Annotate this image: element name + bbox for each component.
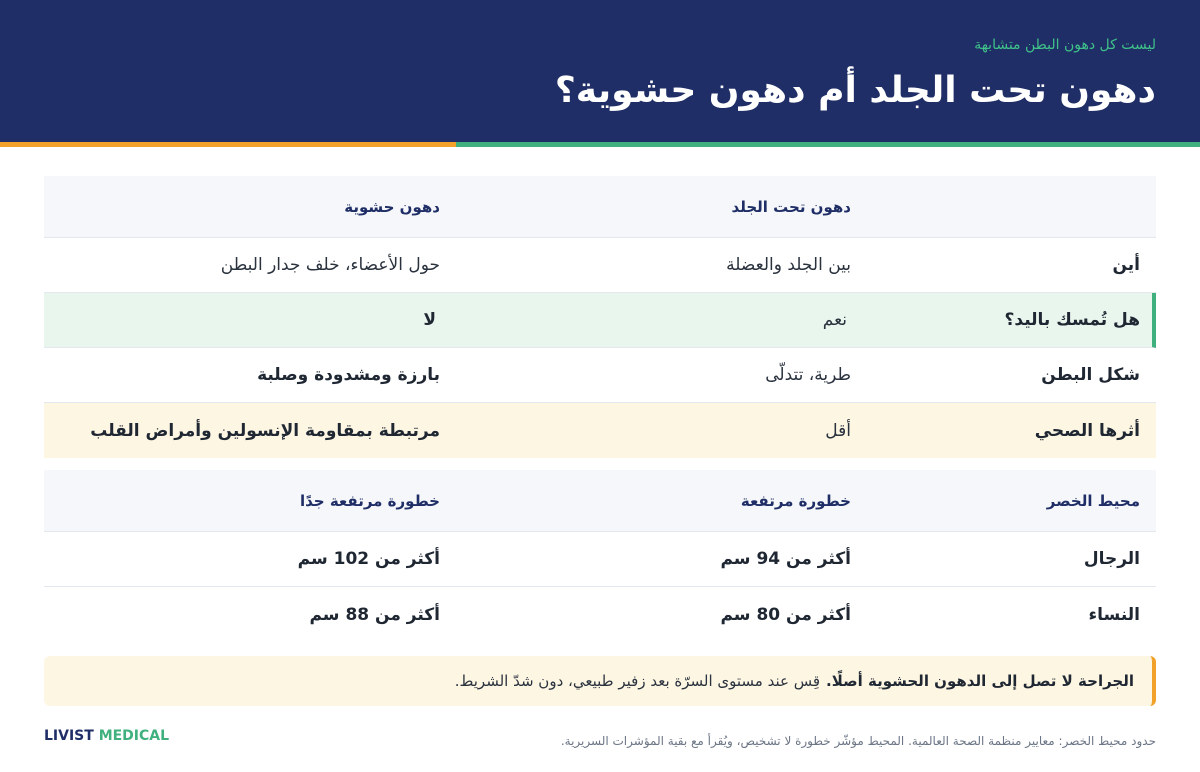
comparison-row-health-impact: [44, 403, 1156, 458]
high-risk-value: أكثر من 80 سم: [720, 604, 851, 625]
subcutaneous-value: أقل: [825, 420, 851, 441]
accent-bar-green: [456, 142, 1200, 147]
subcutaneous-value: طرية، تتدلّى: [765, 365, 851, 385]
waist-header-very-high: خطورة مرتفعة جدًا: [300, 491, 440, 510]
page-header: [0, 0, 1200, 142]
comparison-header-row: [44, 176, 1156, 238]
waist-header-high: خطورة مرتفعة: [740, 491, 851, 510]
comparison-header-visceral: دهون حشوية: [344, 197, 440, 216]
visceral-value: مرتبطة بمقاومة الإنسولين وأمراض القلب: [90, 420, 440, 441]
row-label: الرجال: [1083, 549, 1140, 569]
visceral-value: حول الأعضاء، خلف جدار البطن: [220, 255, 440, 275]
callout-note: [44, 656, 1156, 706]
high-risk-value: أكثر من 94 سم: [720, 549, 851, 569]
comparison-row-location: [44, 238, 1156, 293]
comparison-row-belly-shape: [44, 348, 1156, 403]
waist-row-women: [44, 587, 1156, 642]
accent-bar: [0, 142, 1200, 147]
accent-bar-orange: [0, 142, 456, 147]
visceral-value: بارزة ومشدودة وصلبة: [257, 365, 440, 385]
comparison-row-graspable: [44, 293, 1156, 348]
brand-part2: MEDICAL: [98, 728, 170, 744]
comparison-table: [44, 176, 1156, 458]
subcutaneous-value: بين الجلد والعضلة: [726, 255, 851, 275]
header-kicker: ليست كل دهون البطن متشابهة: [974, 37, 1156, 53]
brand-part1: LIVIST: [44, 728, 94, 744]
callout-bold: الجراحة لا تصل إلى الدهون الحشوية أصلًا.: [826, 672, 1134, 690]
subcutaneous-value: نعم: [822, 310, 847, 330]
callout-text: قِس عند مستوى السرّة بعد زفير طبيعي، دون شدّ الشريط.: [454, 672, 821, 690]
visceral-value: لا: [423, 310, 436, 330]
waist-table: [44, 470, 1156, 642]
row-label: النساء: [1088, 604, 1140, 625]
footnote: حدود محيط الخصر: معايير منظمة الصحة العالمية. المحيط مؤشّر خطورة لا تشخيص، ويُقرأ مع بقية المؤشرات السريرية.: [560, 734, 1156, 748]
comparison-header-subcutaneous: دهون تحت الجلد: [731, 197, 851, 216]
very-high-risk-value: أكثر من 102 سم: [297, 549, 440, 569]
row-label: أثرها الصحي: [1034, 420, 1140, 441]
waist-row-men: [44, 532, 1156, 587]
waist-header-label: محيط الخصر: [1046, 491, 1140, 510]
comparison-header-blank: [880, 176, 1140, 237]
page-title: دهون تحت الجلد أم دهون حشوية؟: [554, 70, 1156, 111]
row-label: هل تُمسك باليد؟: [1004, 310, 1140, 330]
brand-logo: [44, 728, 169, 744]
very-high-risk-value: أكثر من 88 سم: [309, 604, 440, 625]
row-label: شكل البطن: [1041, 365, 1140, 385]
row-label: أين: [1112, 255, 1140, 275]
waist-header-row: [44, 470, 1156, 532]
